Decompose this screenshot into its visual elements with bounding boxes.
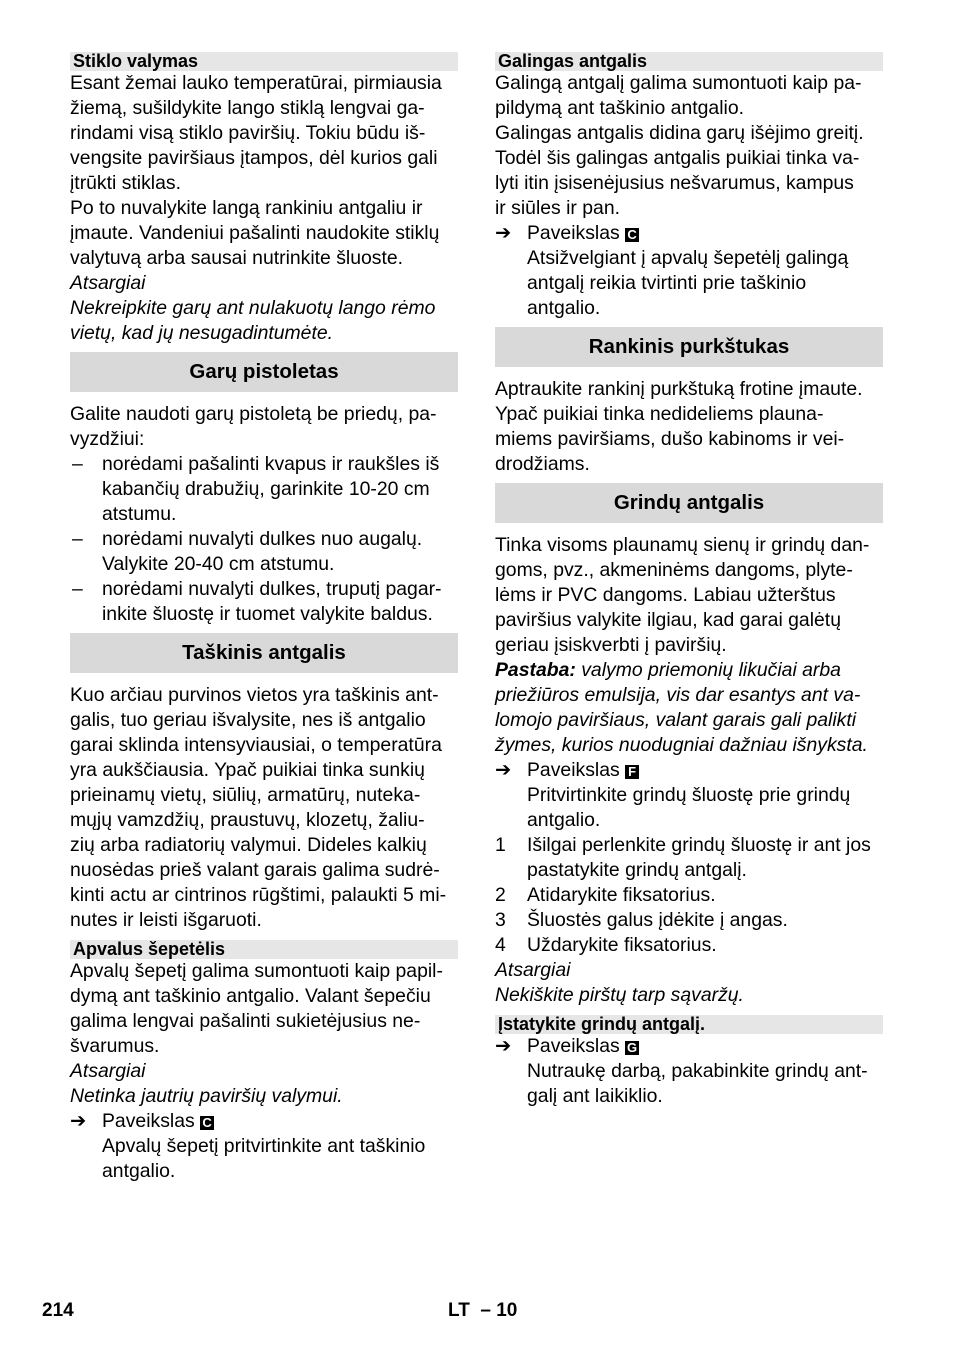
list-item	[70, 527, 458, 577]
grindu-p: Tinka visoms plaunamų sienų ir grindų dan- goms, pvz., akmeninėms dangoms, plyte- lėms ir PVC dangoms. Labiau užterštus paviršius valykite ilgiau, kad garai galėtų geriau įsiskverbti į paviršių.	[495, 534, 870, 656]
step-item	[495, 933, 883, 958]
step-number: 2	[495, 884, 506, 906]
step-item	[495, 908, 883, 933]
list-item	[70, 577, 458, 627]
figure-label: Paveikslas	[527, 1035, 620, 1057]
section-page: – 10	[480, 1300, 518, 1321]
arrow-icon: ➔	[495, 759, 512, 781]
galingas-p2: Galingas antgalis didina garų išėjimo greitį. Todėl šis galingas antgalis puikiai tinka va- lyti itin įsisenėjusius nešvarumus, kampus ir siūles ir pan.	[495, 122, 864, 219]
figure-badge: C	[200, 1116, 214, 1130]
step-item	[495, 883, 883, 908]
taskinis-heading: Taškinis antgalis	[70, 633, 458, 673]
step-number: 4	[495, 934, 506, 956]
step-number: 3	[495, 909, 506, 931]
page-number: 214	[42, 1300, 74, 1321]
figure-instruction-text: Nutraukę darbą, pakabinkite grindų ant- galį ant laikiklio.	[527, 1060, 868, 1107]
figure-label: Paveikslas	[527, 759, 620, 781]
page-locator	[448, 1298, 517, 1323]
figure-label: Paveikslas	[527, 222, 620, 244]
figure-reference	[70, 1109, 458, 1134]
figure-instruction	[70, 1134, 458, 1184]
arrow-icon: ➔	[70, 1110, 87, 1132]
arrow-icon: ➔	[495, 222, 512, 244]
figure-instruction-text: Apvalų šepetį pritvirtinkite ant taškinio antgalio.	[102, 1135, 426, 1182]
figure-instruction	[495, 246, 883, 321]
step-item	[495, 833, 883, 883]
stiklo-caution-text: Nekreipkite garų ant nulakuotų lango rėmo vietų, kad jų nesugadintumėte.	[70, 297, 436, 344]
grindu-heading: Grindų antgalis	[495, 483, 883, 523]
pistoletas-list	[70, 452, 458, 627]
pistoletas-heading: Garų pistoletas	[70, 352, 458, 392]
taskinis-p: Kuo arčiau purvinos vietos yra taškinis ant- galis, tuo geriau išvalysite, nes iš antgalio garai sklinda intensyviausiai, o temperatūra yra aukščiausia. Ypač puikiai tinka sunkių prieinamų vietų, siūlių, armatūrų, nuteka- mųjų vamzdžių, praustuvų, klozetų, žaliu- zių arba radiatorių valymui. Dideles kalkių nuosėdas prieš valant garais galima sudrė- kinti actu ar cintrinos rūgštimi, palaukti 5 mi- nutes ir leisti išgaruoti.	[70, 684, 447, 931]
left-column	[70, 50, 458, 1184]
figure-reference	[495, 1034, 883, 1059]
sepetelis-caution: Atsargiai	[70, 1060, 146, 1082]
istatykite-heading: Įstatykite grindų antgalį.	[495, 1015, 883, 1034]
figure-instruction	[495, 1059, 883, 1109]
stiklo-p1: Esant žemai lauko temperatūrai, pirmiausia žiemą, sušildykite lango stiklą lengvai ga- rindami visą stiklo paviršių. Tokiu būdu iš- vengsite paviršiaus įtampos, dėl kurios gali įtrūkti stiklas.	[70, 72, 442, 194]
figure-reference	[495, 221, 883, 246]
stiklo-p2: Po to nuvalykite langą rankiniu antgaliu ir įmaute. Vandeniui pašalinti naudokite stiklų valytuvą arba sausai nutrinkite šluoste.	[70, 197, 440, 269]
stiklo-caution: Atsargiai	[70, 272, 146, 294]
right-column	[495, 50, 883, 1109]
stiklo-heading: Stiklo valymas	[70, 52, 458, 71]
language-code: LT	[448, 1300, 470, 1321]
figure-badge: C	[625, 228, 639, 242]
note-rest: priežiūros emulsija, vis dar esantys ant va- lomojo paviršiaus, valant garais gali palikti žymes, kurios nuodugniai dažniau išnyksta.	[495, 684, 868, 756]
grindu-steps	[495, 833, 883, 958]
step-text: Atidarykite fiksatorius.	[527, 884, 716, 906]
list-item-text: norėdami nuvalyti dulkes, truputį pagar- inkite šluostę ir tuomet valykite baldus.	[102, 578, 442, 625]
step-number: 1	[495, 834, 506, 856]
figure-instruction	[495, 783, 883, 833]
step-text: Išilgai perlenkite grindų šluostę ir ant jos pastatykite grindų antgalį.	[527, 834, 871, 881]
grindu-note	[495, 658, 883, 758]
figure-instruction-text: Atsižvelgiant į apvalų šepetėlį galingą antgalį reikia tvirtinti prie taškinio antgalio.	[527, 247, 849, 319]
arrow-icon: ➔	[495, 1035, 512, 1057]
note-first: valymo priemonių likučiai arba	[575, 659, 841, 681]
figure-badge: G	[627, 1040, 638, 1055]
dash-marker: –	[72, 578, 83, 600]
step-text: Uždarykite fiksatorius.	[527, 934, 717, 956]
dash-marker: –	[72, 453, 83, 475]
list-item-text: norėdami nuvalyti dulkes nuo augalų. Valykite 20-40 cm atstumu.	[102, 528, 423, 575]
figure-instruction-text: Pritvirtinkite grindų šluostę prie grindų antgalio.	[527, 784, 851, 831]
sepetelis-heading: Apvalus šepetėlis	[70, 940, 458, 959]
figure-label: Paveikslas	[102, 1110, 195, 1132]
sepetelis-p: Apvalų šepetį galima sumontuoti kaip papil- dymą ant taškinio antgalio. Valant šepečiu galima lengvai pašalinti sukietėjusius ne- švarumus.	[70, 960, 443, 1057]
purkstukas-heading: Rankinis purkštukas	[495, 327, 883, 367]
step-text: Šluostės galus įdėkite į angas.	[527, 909, 788, 931]
dash-marker: –	[72, 528, 83, 550]
sepetelis-caution-text: Netinka jautrių paviršių valymui.	[70, 1085, 343, 1107]
purkstukas-p: Aptraukite rankinį purkštuką frotine įmaute. Ypač puikiai tinka nedideliems plauna- miems paviršiams, dušo kabinoms ir vei- drodžiams.	[495, 378, 863, 475]
list-item	[70, 452, 458, 527]
grindu-caution-text: Nekiškite pirštų tarp sąvaržų.	[495, 984, 744, 1006]
list-item-text: norėdami pašalinti kvapus ir raukšles iš kabančių drabužių, garinkite 10-20 cm atstumu.	[102, 453, 440, 525]
figure-badge: F	[625, 765, 639, 779]
grindu-caution: Atsargiai	[495, 959, 571, 981]
galingas-p1: Galingą antgalį galima sumontuoti kaip pa- pildymą ant taškinio antgalio.	[495, 72, 862, 119]
note-label: Pastaba:	[495, 659, 576, 681]
galingas-heading: Galingas antgalis	[495, 52, 883, 71]
figure-reference	[495, 758, 883, 783]
pistoletas-intro: Galite naudoti garų pistoletą be priedų, pa- vyzdžiui:	[70, 403, 437, 450]
